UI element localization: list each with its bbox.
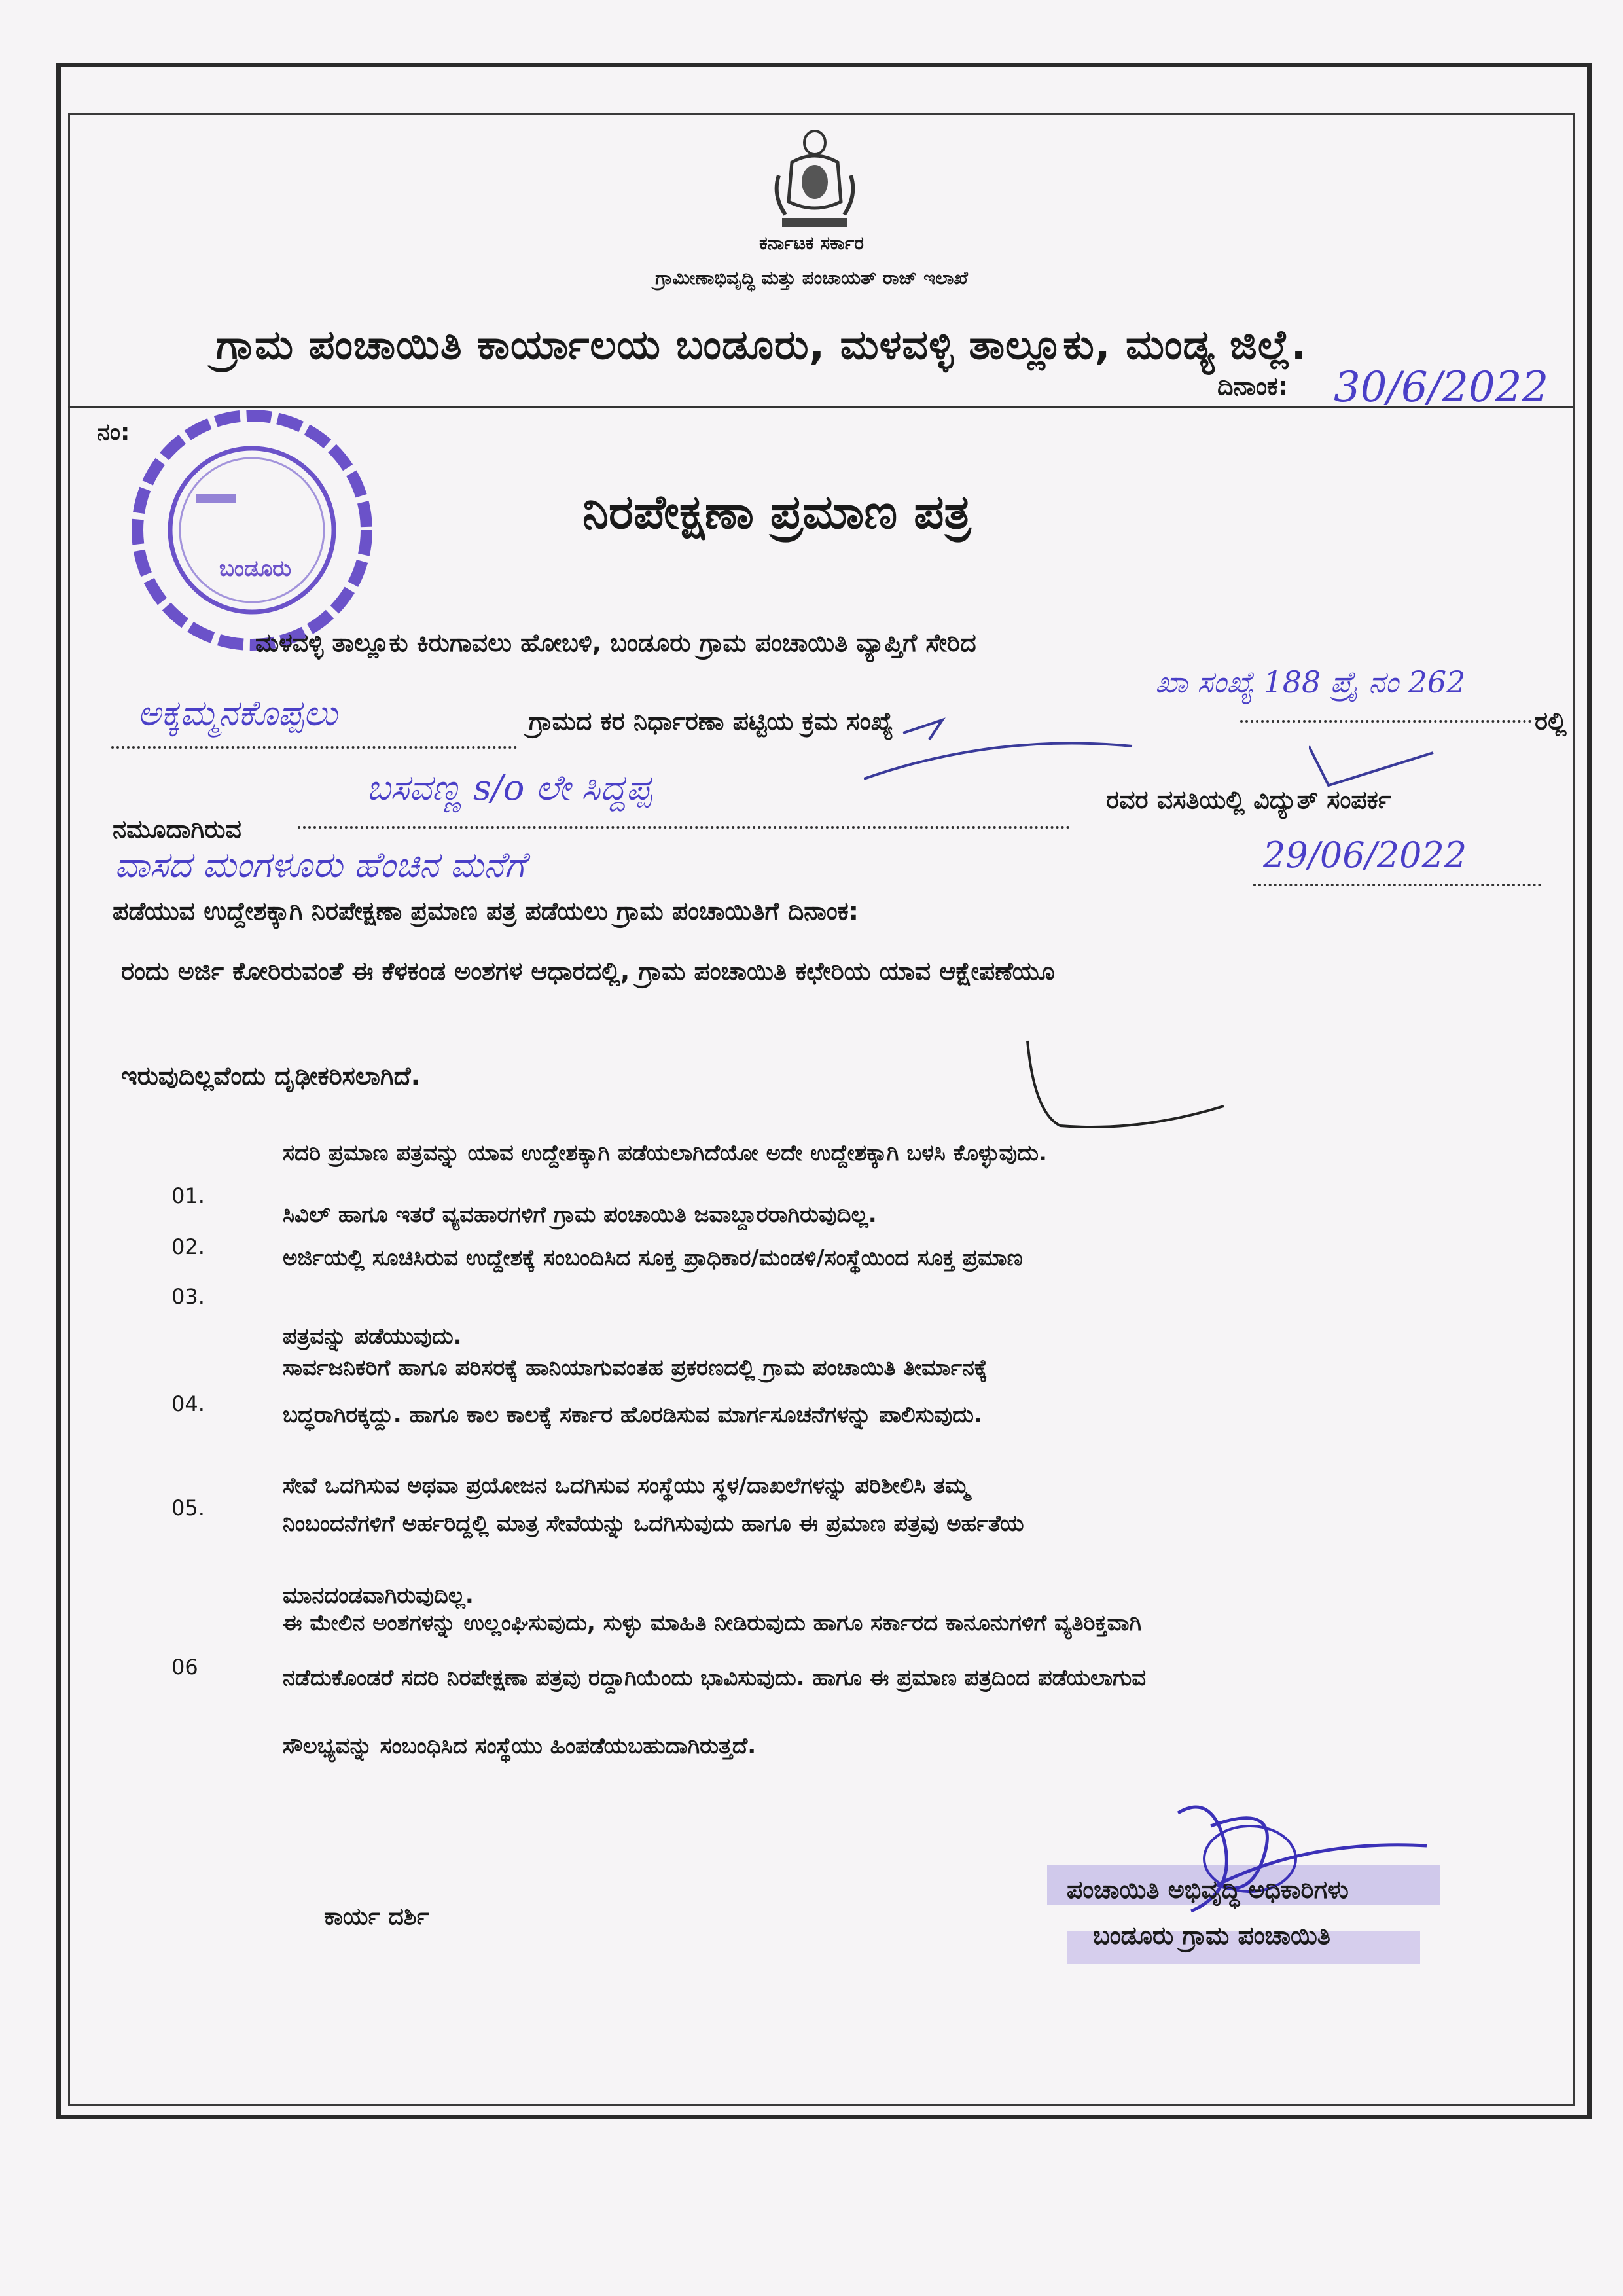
- condition-text: ಮಾನದಂಡವಾಗಿರುವುದಿಲ್ಲ.: [283, 1583, 474, 1609]
- issue-date: 30/6/2022: [1334, 363, 1549, 412]
- condition-text: ನಿಂಬಂದನೆಗಳಿಗೆ ಅರ್ಹರಿದ್ದಲ್ಲಿ ಮಾತ್ರ ಸೇವೆಯನ್ನು ಒದಗಿಸುವುದು ಹಾಗೂ ಈ ಪ್ರಮಾಣ ಪತ್ರವು ಅರ್ಹತೆಯ: [283, 1511, 1024, 1537]
- condition-text: ಸಿವಿಲ್ ಹಾಗೂ ಇತರೆ ವ್ಯವಹಾರಗಳಿಗೆ ಗ್ರಾಮ ಪಂಚಾಯಿತಿ ಜವಾಬ್ದಾರರಾಗಿರುವುದಿಲ್ಲ.: [283, 1202, 877, 1228]
- officer-office: ಬಂಡೂರು ಗ್ರಾಮ ಪಂಚಾಯಿತಿ: [1093, 1921, 1330, 1950]
- body-line-1: ಮಳವಳ್ಳಿ ತಾಲ್ಲೂಕು ಕಿರುಗಾವಲು ಹೋಬಳಿ, ಬಂಡೂರು ಗ್ರಾಮ ಪಂಚಾಯಿತಿ ವ್ಯಾಪ್ತಿಗೆ ಸೇರಿದ: [255, 628, 976, 657]
- condition-text: ಈ ಮೇಲಿನ ಅಂಶಗಳನ್ನು ಉಲ್ಲಂಘಿಸುವುದು, ಸುಳ್ಳು ಮಾಹಿತಿ ನೀಡಿರುವುದು ಹಾಗೂ ಸರ್ಕಾರದ ಕಾನೂನುಗಳಿಗೆ ವ್ಯತಿರಿಕ್ತವಾಗಿ: [283, 1610, 1142, 1636]
- government-name: ಕರ್ನಾಟಕ ಸರ್ಕಾರ: [759, 232, 864, 254]
- condition-number: 04.: [171, 1391, 205, 1416]
- document-title: ನಿರಪೇಕ್ಷಣಾ ಪ್ರಮಾಣ ಪತ್ರ: [582, 484, 971, 539]
- pen-stroke-icon: [864, 707, 1139, 785]
- body-line-2: ಗ್ರಾಮದ ಕರ ನಿರ್ಧಾರಣಾ ಪಟ್ಟಿಯ ಕ್ರಮ ಸಂಖ್ಯೆ: [529, 707, 893, 736]
- body-line-6: ಇರುವುದಿಲ್ಲವೆಂದು ದೃಢೀಕರಿಸಲಾಗಿದೆ.: [121, 1062, 421, 1090]
- secretary-label: ಕಾರ್ಯ ದರ್ಶಿ: [324, 1903, 429, 1930]
- signature-icon: [1152, 1787, 1440, 1931]
- condition-number: 03.: [171, 1284, 205, 1309]
- village-name: ಅಕ್ಕಮ್ಮನಕೊಪ್ಪಲು: [137, 692, 338, 734]
- condition-number: 01.: [171, 1183, 205, 1208]
- application-date: 29/06/2022: [1263, 834, 1467, 876]
- tick-mark-icon: [1021, 1034, 1230, 1139]
- condition-number: 06: [171, 1655, 198, 1679]
- condition-text: ಸೇವೆ ಒದಗಿಸುವ ಅಥವಾ ಪ್ರಯೋಜನ ಒದಗಿಸುವ ಸಂಸ್ಥೆಯು ಸ್ಥಳ/ದಾಖಲೆಗಳನ್ನು ಪರಿಶೀಲಿಸಿ ತಮ್ಮ: [283, 1473, 970, 1499]
- panchayat-seal-icon: [115, 389, 396, 664]
- department-name: ಗ್ರಾಮೀಣಾಭಿವೃದ್ಧಿ ಮತ್ತು ಪಂಚಾಯತ್ ರಾಜ್ ಇಲಾಖೆ: [655, 267, 968, 289]
- body-line-5: ರಂದು ಅರ್ಜಿ ಕೋರಿರುವಂತೆ ಈ ಕೆಳಕಂಡ ಅಂಶಗಳ ಆಧಾರದಲ್ಲಿ, ಗ್ರಾಮ ಪಂಚಾಯಿತಿ ಕಛೇರಿಯ ಯಾವ ಆಕ್ಷೇಪಣೆಯೂ: [121, 957, 1055, 986]
- condition-text: ನಡೆದುಕೊಂಡರೆ ಸದರಿ ನಿರಪೇಕ್ಷಣಾ ಪತ್ರವು ರದ್ದಾಗಿಯೆಂದು ಭಾವಿಸುವುದು. ಹಾಗೂ ಈ ಪ್ರಮಾಣ ಪತ್ರದಿಂದ ಪಡೆಯಲಾಗುವ: [283, 1665, 1147, 1691]
- serial-number: ಖಾ ಸಂಖ್ಯೆ 188 ಪ್ರೈ ನಂ 262: [1155, 664, 1466, 700]
- condition-text: ಸೌಲಭ್ಯವನ್ನು ಸಂಬಂಧಿಸಿದ ಸಂಸ್ಥೆಯು ಹಿಂಪಡೆಯಬಹುದಾಗಿರುತ್ತದೆ.: [283, 1733, 757, 1759]
- condition-number: 05.: [171, 1496, 205, 1520]
- seal-text: ಬಂಡೂರು: [219, 556, 292, 582]
- village-dotted-line: [111, 746, 517, 749]
- body-line-3-start: ನಮೂದಾಗಿರುವ: [113, 815, 241, 844]
- condition-text: ಅರ್ಜಿಯಲ್ಲಿ ಸೂಚಿಸಿರುವ ಉದ್ದೇಶಕ್ಕೆ ಸಂಬಂದಿಸಿದ ಸೂಕ್ತ ಪ್ರಾಧಿಕಾರ/ಮಂಡಳಿ/ಸಂಸ್ಥೆಯಿಂದ ಸೂಕ್ತ ಪ್ರಮಾಣ: [283, 1245, 1023, 1271]
- serial-dotted-line: [1240, 720, 1531, 723]
- condition-number: 02.: [171, 1234, 205, 1259]
- number-label: ನಂ:: [97, 419, 130, 446]
- condition-text: ಸದರಿ ಪ್ರಮಾಣ ಪತ್ರವನ್ನು ಯಾವ ಉದ್ದೇಶಕ್ಕಾಗಿ ಪಡೆಯಲಾಗಿದೆಯೋ ಅದೇ ಉದ್ದೇಶಕ್ಕಾಗಿ ಬಳಸಿ ಕೊಳ್ಳುವುದು.: [283, 1140, 1047, 1166]
- purpose-text: ವಾಸದ ಮಂಗಳೂರು ಹೆಂಚಿನ ಮನೆಗೆ: [115, 844, 526, 886]
- applicant-name: ಬಸವಣ್ಣ s/o ಲೇ ಸಿದ್ದಪ್ಪ: [366, 767, 652, 808]
- body-line-4: ಪಡೆಯುವ ಉದ್ದೇಶಕ್ಕಾಗಿ ನಿರಪೇಕ್ಷಣಾ ಪ್ರಮಾಣ ಪತ್ರ ಪಡೆಯಲು ಗ್ರಾಮ ಪಂಚಾಯಿತಿಗೆ ದಿನಾಂಕ:: [113, 897, 859, 925]
- pen-tick-icon: [1309, 740, 1440, 792]
- app-date-dotted-line: [1253, 884, 1541, 886]
- officer-designation: ಪಂಚಾಯಿತಿ ಅಭಿವೃದ್ಧಿ ಅಧಿಕಾರಿಗಳು: [1067, 1875, 1349, 1904]
- condition-text: ಬದ್ಧರಾಗಿರಕ್ಕದ್ದು. ಹಾಗೂ ಕಾಲ ಕಾಲಕ್ಕೆ ಸರ್ಕಾರ ಹೊರಡಿಸುವ ಮಾರ್ಗಸೂಚನೆಗಳನ್ನು ಪಾಲಿಸುವುದು.: [283, 1402, 982, 1428]
- condition-text: ಪತ್ರವನ್ನು ಪಡೆಯುವುದು.: [283, 1323, 462, 1350]
- condition-text: ಸಾರ್ವಜನಿಕರಿಗೆ ಹಾಗೂ ಪರಿಸರಕ್ಕೆ ಹಾನಿಯಾಗುವಂತಹ ಪ್ರಕರಣದಲ್ಲಿ ಗ್ರಾಮ ಪಂಚಾಯಿತಿ ತೀರ್ಮಾನಕ್ಕೆ: [283, 1355, 988, 1381]
- office-name: ಗ್ರಾಮ ಪಂಚಾಯಿತಿ ಕಾರ್ಯಾಲಯ ಬಂಡೂರು, ಮಳವಳ್ಳಿ ತಾಲ್ಲೂಕು, ಮಂಡ್ಯ ಜಿಲ್ಲೆ.: [216, 321, 1308, 368]
- body-line-3-end: ರವರ ವಸತಿಯಲ್ಲಿ ವಿದ್ಯುತ್ ಸಂಪರ್ಕ: [1106, 785, 1391, 814]
- name-dotted-line: [298, 826, 1070, 829]
- body-line-2-end: ರಲ್ಲಿ: [1535, 707, 1567, 736]
- date-label: ದಿನಾಂಕ:: [1217, 372, 1289, 401]
- state-emblem-icon: [766, 123, 864, 234]
